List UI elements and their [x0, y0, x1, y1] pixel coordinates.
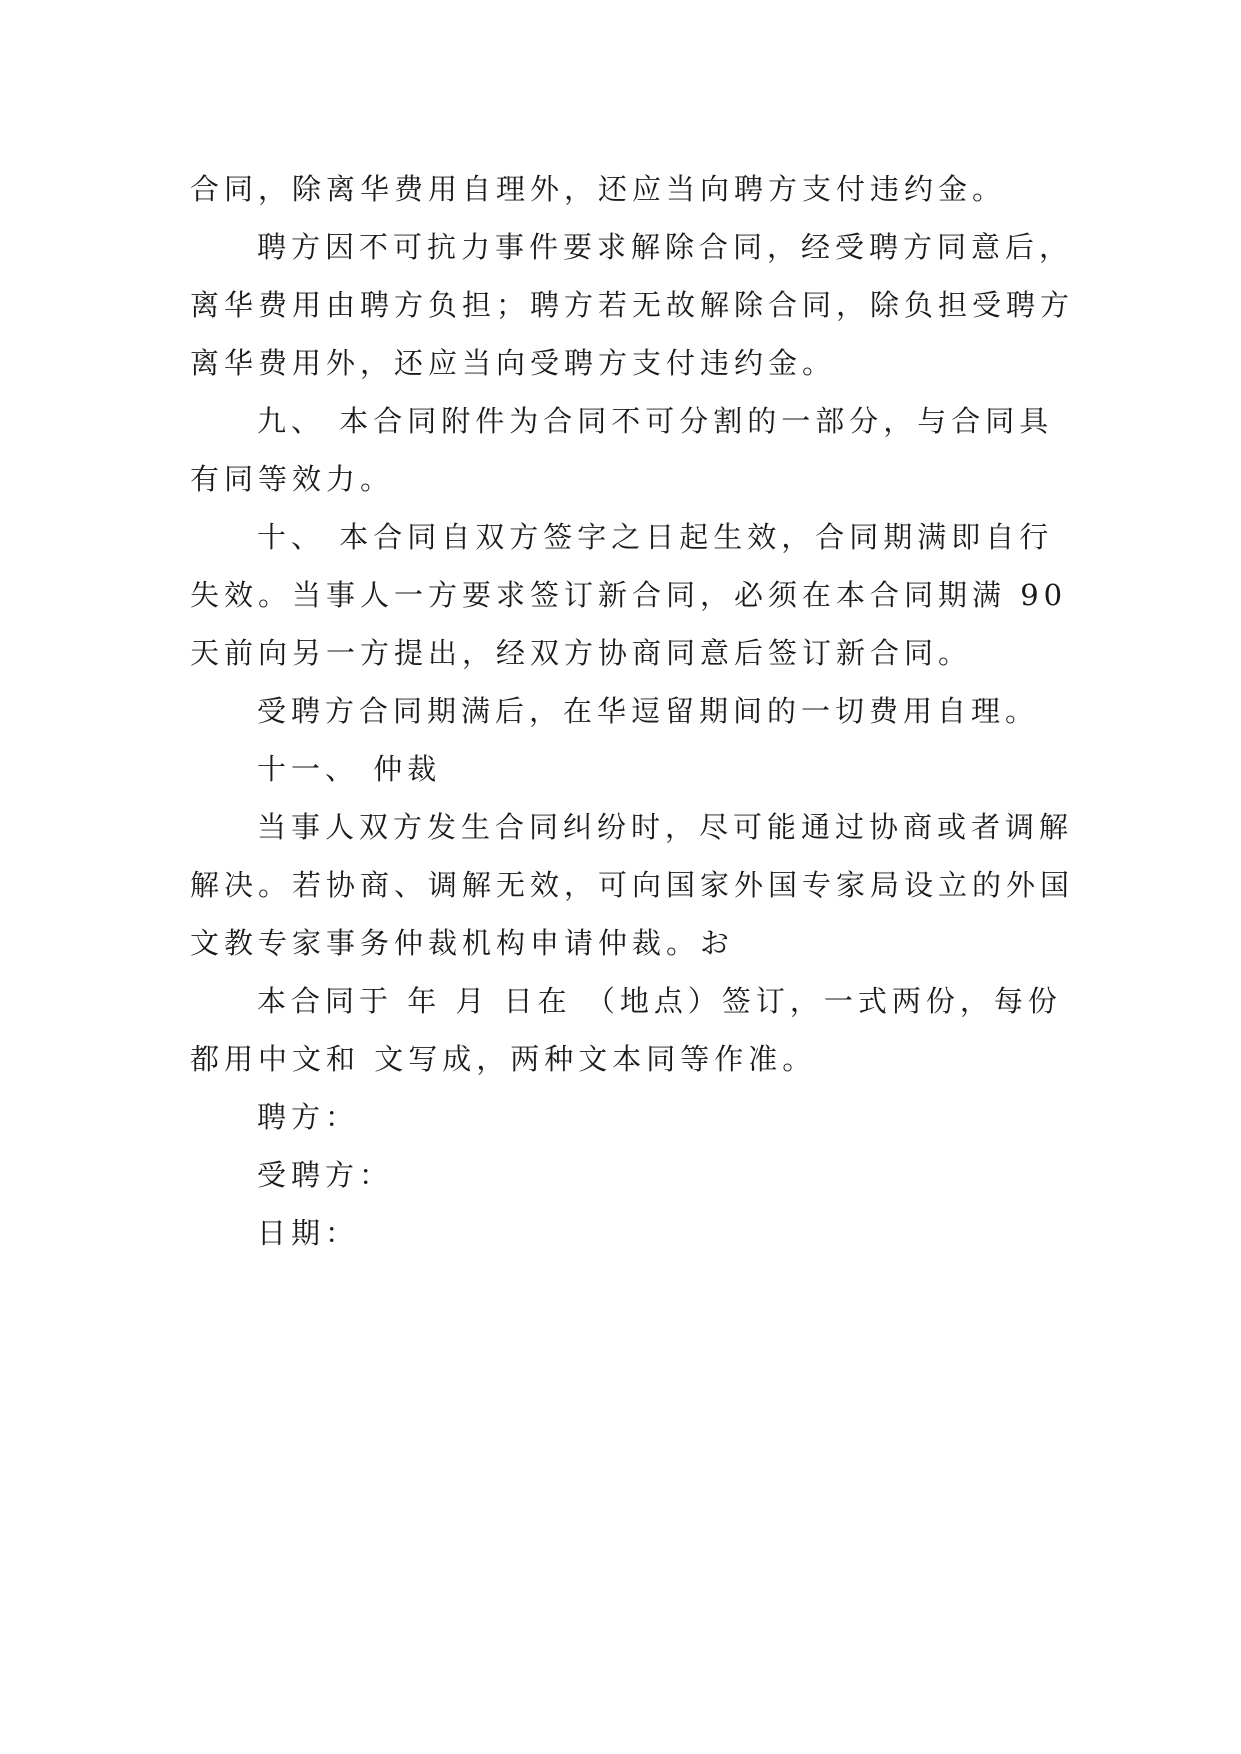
text-line: 有同等效力。: [190, 462, 395, 496]
clause-ten-heading: 十、 本合同自双方签字之日起生效，合同期满即自行: [257, 520, 1054, 554]
text-line: 当事人双方发生合同纠纷时，尽可能通过协商或者调解: [257, 810, 1074, 844]
clause-eleven-heading: 十一、 仲裁: [257, 752, 442, 786]
text-line: 本合同于 年 月 日在 （地点）签订，一式两份，每份: [257, 984, 1062, 1018]
employer-signature-label: 聘方：: [257, 1100, 360, 1134]
clause-nine-heading: 九、 本合同附件为合同不可分割的一部分，与合同具: [257, 404, 1054, 438]
date-label: 日期：: [257, 1216, 360, 1250]
text-line: 离华费用由聘方负担；聘方若无故解除合同，除负担受聘方: [190, 288, 1075, 322]
text-line: 失效。当事人一方要求签订新合同，必须在本合同期满 90: [190, 578, 1068, 612]
text-line: 天前向另一方提出，经双方协商同意后签订新合同。: [190, 636, 973, 670]
text-line: 合同，除离华费用自理外，还应当向聘方支付违约金。: [190, 172, 1007, 206]
text-line: 离华费用外，还应当向受聘方支付违约金。: [190, 346, 837, 380]
employee-signature-label: 受聘方：: [257, 1158, 394, 1192]
contract-body: [190, 160, 1075, 1262]
text-line: 聘方因不可抗力事件要求解除合同，经受聘方同意后，: [257, 230, 1074, 264]
text-line: 都用中文和 文写成，两种文本同等作准。: [190, 1042, 817, 1076]
text-line: 文教专家事务仲裁机构申请仲裁。お: [190, 926, 735, 960]
text-line: 解决。若协商、调解无效，可向国家外国专家局设立的外国: [190, 868, 1075, 902]
text-line: 受聘方合同期满后，在华逗留期间的一切费用自理。: [257, 694, 1040, 728]
